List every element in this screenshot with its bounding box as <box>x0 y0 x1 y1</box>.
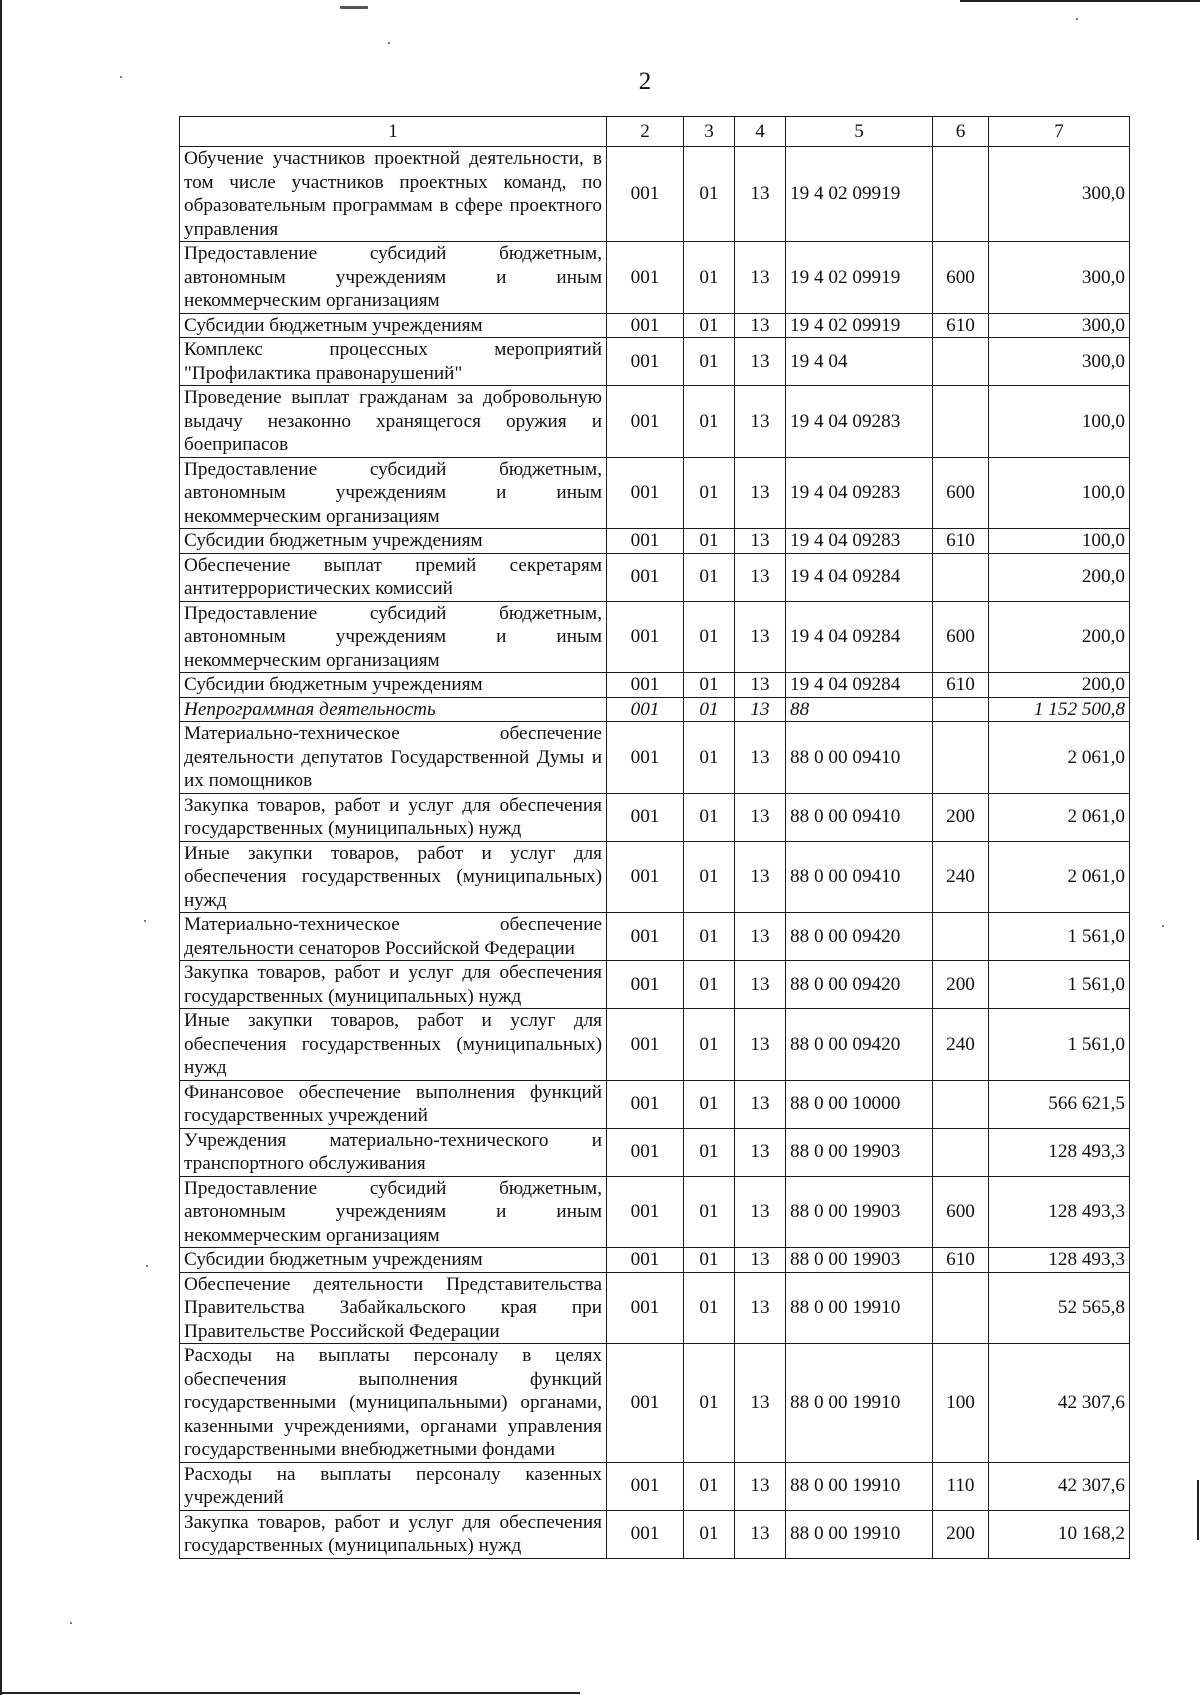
row-target-article-cell: 88 0 00 09410 <box>786 793 933 841</box>
row-code-cell: 001 <box>607 1009 684 1081</box>
row-expense-type-cell: 240 <box>933 1009 989 1081</box>
row-section-cell: 01 <box>684 1128 735 1176</box>
row-subsection-cell: 13 <box>735 1009 786 1081</box>
column-header: 3 <box>684 117 735 147</box>
row-code-cell: 001 <box>607 673 684 698</box>
row-section-cell: 01 <box>684 147 735 242</box>
row-section-cell: 01 <box>684 1176 735 1248</box>
row-code-cell: 001 <box>607 1128 684 1176</box>
table-row <box>180 841 1130 913</box>
row-target-article-cell: 88 0 00 19910 <box>786 1510 933 1558</box>
row-target-article-cell: 88 0 00 19903 <box>786 1248 933 1273</box>
table-row <box>180 386 1130 458</box>
row-expense-type-cell: 600 <box>933 601 989 673</box>
row-code-cell: 001 <box>607 529 684 554</box>
row-target-article-cell: 19 4 04 09284 <box>786 601 933 673</box>
row-expense-type-cell <box>933 1128 989 1176</box>
row-name-cell: Иные закупки товаров, работ и услуг для обеспечения государственных (муниципальных) нужд <box>180 1009 607 1081</box>
table-row <box>180 242 1130 314</box>
row-subsection-cell: 13 <box>735 1128 786 1176</box>
row-section-cell: 01 <box>684 722 735 794</box>
row-name-cell: Расходы на выплаты персоналу в целях обеспечения выполнения функций государственными (муниципальными) органами, казенными учреждениями, органами управления государственными внебюджетными фондами <box>180 1344 607 1463</box>
column-header: 7 <box>989 117 1130 147</box>
row-code-cell: 001 <box>607 147 684 242</box>
row-name-cell: Непрограммная деятельность <box>180 697 607 722</box>
row-code-cell: 001 <box>607 386 684 458</box>
row-amount-cell: 566 621,5 <box>989 1080 1130 1128</box>
row-amount-cell: 200,0 <box>989 673 1130 698</box>
row-target-article-cell: 88 0 00 09420 <box>786 1009 933 1081</box>
row-expense-type-cell <box>933 913 989 961</box>
row-amount-cell: 2 061,0 <box>989 793 1130 841</box>
row-target-article-cell: 19 4 02 09919 <box>786 313 933 338</box>
row-section-cell: 01 <box>684 313 735 338</box>
row-subsection-cell: 13 <box>735 1176 786 1248</box>
row-subsection-cell: 13 <box>735 553 786 601</box>
row-expense-type-cell: 240 <box>933 841 989 913</box>
table-row <box>180 529 1130 554</box>
row-amount-cell: 42 307,6 <box>989 1462 1130 1510</box>
scan-speck <box>70 1622 72 1624</box>
row-amount-cell: 2 061,0 <box>989 841 1130 913</box>
row-expense-type-cell: 610 <box>933 313 989 338</box>
row-target-article-cell: 19 4 02 09919 <box>786 147 933 242</box>
table-row <box>180 673 1130 698</box>
row-target-article-cell: 88 0 00 09410 <box>786 722 933 794</box>
page-number: 2 <box>638 68 652 95</box>
table-row <box>180 1080 1130 1128</box>
row-section-cell: 01 <box>684 338 735 386</box>
scan-speck <box>340 6 368 9</box>
row-subsection-cell: 13 <box>735 147 786 242</box>
row-subsection-cell: 13 <box>735 841 786 913</box>
row-amount-cell: 128 493,3 <box>989 1176 1130 1248</box>
row-section-cell: 01 <box>684 386 735 458</box>
row-amount-cell: 1 152 500,8 <box>989 697 1130 722</box>
table-row <box>180 1344 1130 1463</box>
row-section-cell: 01 <box>684 793 735 841</box>
row-amount-cell: 1 561,0 <box>989 961 1130 1009</box>
row-name-cell: Обеспечение деятельности Представительства Правительства Забайкальского края при Правительстве Российской Федерации <box>180 1272 607 1344</box>
row-amount-cell: 100,0 <box>989 386 1130 458</box>
row-amount-cell: 100,0 <box>989 529 1130 554</box>
table-row <box>180 913 1130 961</box>
row-amount-cell: 200,0 <box>989 601 1130 673</box>
row-subsection-cell: 13 <box>735 338 786 386</box>
row-code-cell: 001 <box>607 697 684 722</box>
row-subsection-cell: 13 <box>735 313 786 338</box>
scan-speck <box>388 42 390 44</box>
row-section-cell: 01 <box>684 1344 735 1463</box>
row-section-cell: 01 <box>684 961 735 1009</box>
row-subsection-cell: 13 <box>735 793 786 841</box>
row-amount-cell: 128 493,3 <box>989 1248 1130 1273</box>
table-row <box>180 313 1130 338</box>
row-amount-cell: 300,0 <box>989 338 1130 386</box>
table-row <box>180 601 1130 673</box>
row-amount-cell: 300,0 <box>989 313 1130 338</box>
table-row <box>180 1176 1130 1248</box>
row-section-cell: 01 <box>684 1272 735 1344</box>
row-code-cell: 001 <box>607 553 684 601</box>
row-code-cell: 001 <box>607 961 684 1009</box>
row-target-article-cell: 88 0 00 19910 <box>786 1462 933 1510</box>
table-row <box>180 457 1130 529</box>
row-name-cell: Иные закупки товаров, работ и услуг для обеспечения государственных (муниципальных) нужд <box>180 841 607 913</box>
scan-speck <box>1162 925 1164 927</box>
row-expense-type-cell <box>933 1272 989 1344</box>
column-header: 4 <box>735 117 786 147</box>
row-expense-type-cell <box>933 338 989 386</box>
table-row <box>180 147 1130 242</box>
row-section-cell: 01 <box>684 841 735 913</box>
row-expense-type-cell: 600 <box>933 1176 989 1248</box>
row-subsection-cell: 13 <box>735 1462 786 1510</box>
row-amount-cell: 300,0 <box>989 147 1130 242</box>
row-subsection-cell: 13 <box>735 529 786 554</box>
row-code-cell: 001 <box>607 913 684 961</box>
row-name-cell: Субсидии бюджетным учреждениям <box>180 313 607 338</box>
row-name-cell: Финансовое обеспечение выполнения функций государственных учреждений <box>180 1080 607 1128</box>
row-amount-cell: 1 561,0 <box>989 1009 1130 1081</box>
row-subsection-cell: 13 <box>735 1510 786 1558</box>
row-amount-cell: 52 565,8 <box>989 1272 1130 1344</box>
row-subsection-cell: 13 <box>735 913 786 961</box>
row-name-cell: Расходы на выплаты персоналу казенных учреждений <box>180 1462 607 1510</box>
row-name-cell: Материально-техническое обеспечение деятельности депутатов Государственной Думы и их помощников <box>180 722 607 794</box>
row-name-cell: Субсидии бюджетным учреждениям <box>180 1248 607 1273</box>
row-section-cell: 01 <box>684 601 735 673</box>
row-name-cell: Предоставление субсидий бюджетным, автономным учреждениям и иным некоммерческим организациям <box>180 242 607 314</box>
row-name-cell: Проведение выплат гражданам за добровольную выдачу незаконно хранящегося оружия и боеприпасов <box>180 386 607 458</box>
table-row <box>180 553 1130 601</box>
row-amount-cell: 42 307,6 <box>989 1344 1130 1463</box>
row-expense-type-cell: 200 <box>933 961 989 1009</box>
row-expense-type-cell <box>933 697 989 722</box>
row-expense-type-cell: 200 <box>933 793 989 841</box>
row-expense-type-cell: 610 <box>933 673 989 698</box>
row-section-cell: 01 <box>684 242 735 314</box>
row-expense-type-cell <box>933 722 989 794</box>
row-subsection-cell: 13 <box>735 601 786 673</box>
row-subsection-cell: 13 <box>735 961 786 1009</box>
row-code-cell: 001 <box>607 313 684 338</box>
table-row <box>180 1128 1130 1176</box>
row-subsection-cell: 13 <box>735 722 786 794</box>
row-target-article-cell: 88 0 00 19903 <box>786 1176 933 1248</box>
scan-edge-right-mark <box>1197 1480 1199 1540</box>
table-row <box>180 1272 1130 1344</box>
row-section-cell: 01 <box>684 457 735 529</box>
row-target-article-cell: 19 4 04 09283 <box>786 386 933 458</box>
row-code-cell: 001 <box>607 1176 684 1248</box>
row-section-cell: 01 <box>684 1009 735 1081</box>
row-expense-type-cell <box>933 553 989 601</box>
column-header: 5 <box>786 117 933 147</box>
scan-edge-top <box>960 0 1200 2</box>
row-expense-type-cell: 600 <box>933 457 989 529</box>
row-subsection-cell: 13 <box>735 1272 786 1344</box>
row-name-cell: Обеспечение выплат премий секретарям антитеррористических комиссий <box>180 553 607 601</box>
table-row <box>180 338 1130 386</box>
row-section-cell: 01 <box>684 1462 735 1510</box>
table-row <box>180 1462 1130 1510</box>
row-section-cell: 01 <box>684 553 735 601</box>
row-target-article-cell: 19 4 04 09283 <box>786 457 933 529</box>
row-code-cell: 001 <box>607 338 684 386</box>
row-code-cell: 001 <box>607 841 684 913</box>
row-expense-type-cell <box>933 1080 989 1128</box>
scan-speck <box>144 920 146 922</box>
row-target-article-cell: 88 <box>786 697 933 722</box>
row-expense-type-cell: 600 <box>933 242 989 314</box>
row-code-cell: 001 <box>607 1272 684 1344</box>
row-subsection-cell: 13 <box>735 386 786 458</box>
scan-edge-left <box>0 0 2 1695</box>
row-expense-type-cell <box>933 147 989 242</box>
row-name-cell: Обучение участников проектной деятельности, в том числе участников проектных команд, по образовательным программам в сфере проектного управления <box>180 147 607 242</box>
row-target-article-cell: 88 0 00 19910 <box>786 1272 933 1344</box>
row-target-article-cell: 19 4 02 09919 <box>786 242 933 314</box>
row-section-cell: 01 <box>684 529 735 554</box>
row-amount-cell: 200,0 <box>989 553 1130 601</box>
row-name-cell: Закупка товаров, работ и услуг для обеспечения государственных (муниципальных) нужд <box>180 961 607 1009</box>
budget-table <box>179 116 1130 1559</box>
row-section-cell: 01 <box>684 673 735 698</box>
row-expense-type-cell: 610 <box>933 1248 989 1273</box>
row-expense-type-cell: 610 <box>933 529 989 554</box>
row-expense-type-cell: 110 <box>933 1462 989 1510</box>
row-expense-type-cell: 100 <box>933 1344 989 1463</box>
row-code-cell: 001 <box>607 457 684 529</box>
row-name-cell: Предоставление субсидий бюджетным, автономным учреждениям и иным некоммерческим организациям <box>180 1176 607 1248</box>
row-code-cell: 001 <box>607 601 684 673</box>
table-row <box>180 1009 1130 1081</box>
column-header: 6 <box>933 117 989 147</box>
table-row <box>180 961 1130 1009</box>
row-amount-cell: 10 168,2 <box>989 1510 1130 1558</box>
row-name-cell: Закупка товаров, работ и услуг для обеспечения государственных (муниципальных) нужд <box>180 1510 607 1558</box>
row-subsection-cell: 13 <box>735 457 786 529</box>
row-target-article-cell: 19 4 04 <box>786 338 933 386</box>
row-subsection-cell: 13 <box>735 697 786 722</box>
table-row <box>180 793 1130 841</box>
row-subsection-cell: 13 <box>735 242 786 314</box>
table-row <box>180 1510 1130 1558</box>
row-code-cell: 001 <box>607 722 684 794</box>
row-section-cell: 01 <box>684 1248 735 1273</box>
row-code-cell: 001 <box>607 1344 684 1463</box>
row-name-cell: Материально-техническое обеспечение деятельности сенаторов Российской Федерации <box>180 913 607 961</box>
row-expense-type-cell <box>933 386 989 458</box>
table-row <box>180 1248 1130 1273</box>
row-target-article-cell: 88 0 00 09410 <box>786 841 933 913</box>
row-code-cell: 001 <box>607 793 684 841</box>
row-code-cell: 001 <box>607 1248 684 1273</box>
row-code-cell: 001 <box>607 1462 684 1510</box>
row-amount-cell: 1 561,0 <box>989 913 1130 961</box>
scan-speck <box>1076 18 1078 20</box>
column-header: 2 <box>607 117 684 147</box>
row-name-cell: Субсидии бюджетным учреждениям <box>180 529 607 554</box>
row-code-cell: 001 <box>607 242 684 314</box>
row-section-cell: 01 <box>684 1510 735 1558</box>
row-name-cell: Предоставление субсидий бюджетным, автономным учреждениям и иным некоммерческим организациям <box>180 457 607 529</box>
row-subsection-cell: 13 <box>735 1248 786 1273</box>
row-expense-type-cell: 200 <box>933 1510 989 1558</box>
column-header: 1 <box>180 117 607 147</box>
row-subsection-cell: 13 <box>735 1080 786 1128</box>
row-name-cell: Субсидии бюджетным учреждениям <box>180 673 607 698</box>
row-section-cell: 01 <box>684 697 735 722</box>
row-amount-cell: 100,0 <box>989 457 1130 529</box>
row-section-cell: 01 <box>684 1080 735 1128</box>
row-target-article-cell: 88 0 00 09420 <box>786 961 933 1009</box>
row-amount-cell: 128 493,3 <box>989 1128 1130 1176</box>
row-name-cell: Комплекс процессных мероприятий "Профилактика правонарушений" <box>180 338 607 386</box>
row-name-cell: Закупка товаров, работ и услуг для обеспечения государственных (муниципальных) нужд <box>180 793 607 841</box>
scan-speck <box>146 1265 148 1267</box>
row-target-article-cell: 88 0 00 19910 <box>786 1344 933 1463</box>
row-name-cell: Предоставление субсидий бюджетным, автономным учреждениям и иным некоммерческим организациям <box>180 601 607 673</box>
table-header-row <box>180 117 1130 147</box>
table-row <box>180 722 1130 794</box>
row-target-article-cell: 19 4 04 09284 <box>786 673 933 698</box>
row-target-article-cell: 19 4 04 09284 <box>786 553 933 601</box>
row-subsection-cell: 13 <box>735 673 786 698</box>
row-target-article-cell: 88 0 00 09420 <box>786 913 933 961</box>
row-code-cell: 001 <box>607 1080 684 1128</box>
row-target-article-cell: 88 0 00 10000 <box>786 1080 933 1128</box>
row-name-cell: Учреждения материально-технического и транспортного обслуживания <box>180 1128 607 1176</box>
row-target-article-cell: 19 4 04 09283 <box>786 529 933 554</box>
scan-edge-bottom <box>0 1692 580 1694</box>
row-code-cell: 001 <box>607 1510 684 1558</box>
row-amount-cell: 300,0 <box>989 242 1130 314</box>
table-row <box>180 697 1130 722</box>
row-target-article-cell: 88 0 00 19903 <box>786 1128 933 1176</box>
row-amount-cell: 2 061,0 <box>989 722 1130 794</box>
row-subsection-cell: 13 <box>735 1344 786 1463</box>
row-section-cell: 01 <box>684 913 735 961</box>
